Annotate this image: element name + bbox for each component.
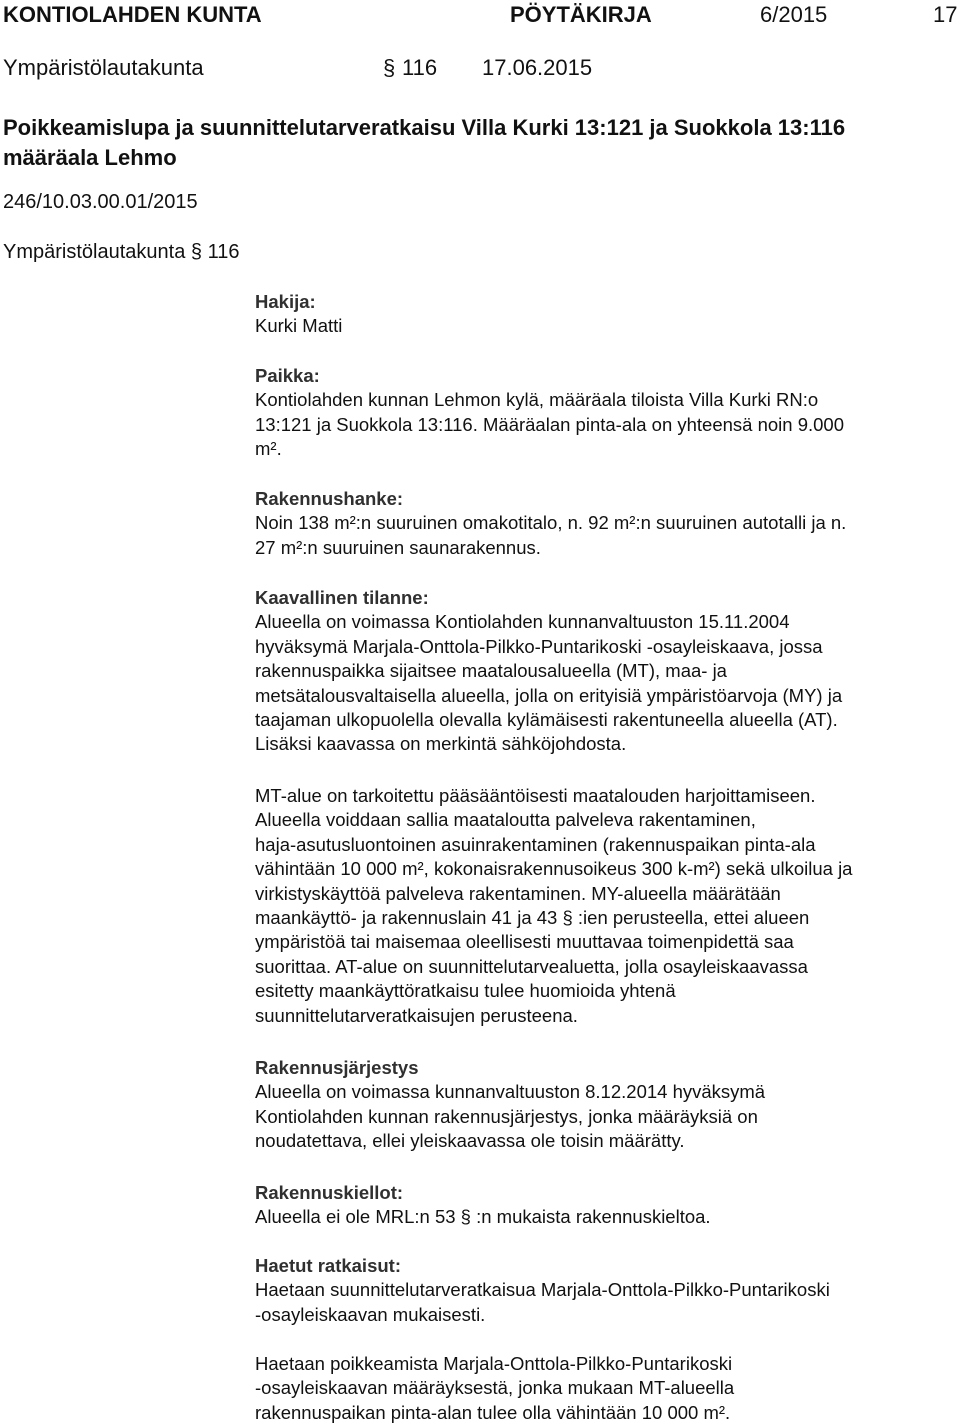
meeting-line	[3, 241, 239, 264]
section-number: 116	[402, 55, 438, 80]
exemption-line: Haetaan poikkeamista Marjala-Onttola-Pilkko-Puntarikoski	[255, 1353, 733, 1374]
applicant-name: Kurki Matti	[255, 315, 343, 337]
requested-section	[255, 1254, 955, 1327]
mt-area-line: suorittaa. AT-alue on suunnittelutarvealuetta, jolla osayleiskaavassa	[255, 955, 808, 977]
zoning-line: Alueella on voimassa Kontiolahden kunnanvaltuuston 15.11.2004	[255, 611, 790, 633]
mt-area-line: haja-asutusluontoinen asuinrakentaminen (rakennuspaikan pinta-ala	[255, 833, 816, 855]
mt-area-section	[255, 784, 955, 1028]
requested-label: Haetut ratkaisut:	[255, 1255, 401, 1276]
meeting-number: 116	[207, 241, 240, 263]
zoning-line: rakennuspaikka sijaitsee maatalousalueella (MT), maa- ja	[255, 660, 727, 682]
zoning-label: Kaavallinen tilanne:	[255, 587, 429, 608]
zoning-line: hyväksymä Marjala-Onttola-Pilkko-Puntarikoski -osayleiskaava, jossa	[255, 635, 823, 657]
zoning-section	[255, 586, 955, 757]
meeting-committee: Ympäristölautakunta	[3, 241, 186, 263]
project-section	[255, 487, 955, 560]
reference-number: 246/10.03.00.01/2015	[3, 191, 198, 213]
mt-area-line: esitetty maankäyttöratkaisu tulee huomioida yhtenä	[255, 980, 676, 1002]
building-order-label: Rakennusjärjestys	[255, 1057, 419, 1078]
mt-area-line: MT-alue on tarkoitettu pääsääntöisesti maatalouden harjoittamiseen.	[255, 785, 816, 806]
zoning-line: taajaman ulkopuolella olevalla kylämäisesti rakentuneella alueella (AT).	[255, 709, 838, 731]
meeting-section-sign-icon: §	[190, 241, 203, 263]
mt-area-line: suunnittelutarveratkaisujen perusteena.	[255, 1004, 578, 1026]
building-order-line: noudatettava, ellei yleiskaavassa ole toisin määrätty.	[255, 1130, 685, 1152]
zoning-line: metsätalousvaltaisella alueella, jolla on erityisiä ympäristöarvoja (MY) ja	[255, 684, 843, 706]
section-sign-icon: §	[383, 55, 396, 80]
building-order-line: Alueella on voimassa kunnanvaltuuston 8.12.2014 hyväksymä	[255, 1081, 766, 1103]
page-title	[3, 113, 953, 173]
exemption-line: rakennuspaikan pinta-alan tulee olla vähintään 10 000 m².	[255, 1401, 731, 1423]
location-line: m².	[255, 438, 282, 460]
page-number: 17	[933, 2, 958, 27]
location-line: Kontiolahden kunnan Lehmon kylä, määräala tiloista Villa Kurki RN:o	[255, 389, 819, 411]
project-line: 27 m²:n suuruinen saunarakennus.	[255, 536, 541, 558]
requested-line: Haetaan suunnittelutarveratkaisua Marjala-Onttola-Pilkko-Puntarikoski	[255, 1279, 830, 1301]
document-type: PÖYTÄKIRJA	[510, 2, 652, 27]
document-number: 6/2015	[760, 2, 828, 27]
exemption-line: -osayleiskaavan määräyksestä, jonka mukaan MT-alueella	[255, 1377, 735, 1399]
mt-area-line: maankäyttö- ja rakennuslain 41 ja 43 § :ien perusteella, ettei alueen	[255, 907, 810, 929]
building-order-line: Kontiolahden kunnan rakennusjärjestys, jonka määräyksiä on	[255, 1105, 758, 1127]
applicant-label: Hakija:	[255, 291, 316, 312]
building-ban-section	[255, 1181, 955, 1230]
building-order-section	[255, 1056, 955, 1154]
project-line: Noin 138 m²:n suuruinen omakotitalo, n. 92 m²:n suuruinen autotalli ja n.	[255, 512, 847, 534]
committee-name: Ympäristölautakunta	[3, 55, 204, 80]
location-line: 13:121 ja Suokkola 13:116. Määräalan pinta-ala on yhteensä noin 9.000	[255, 413, 845, 435]
exemption-section	[255, 1352, 955, 1425]
location-label: Paikka:	[255, 365, 320, 386]
mt-area-line: Alueella voiddaan sallia maataloutta palveleva rakentaminen,	[255, 809, 756, 831]
requested-line: -osayleiskaavan mukaisesti.	[255, 1303, 486, 1325]
organization-name: KONTIOLAHDEN KUNTA	[3, 2, 262, 27]
building-ban-label: Rakennuskiellot:	[255, 1182, 404, 1203]
title-line-1: Poikkeamislupa ja suunnittelutarveratkaisu Villa Kurki 13:121 ja Suokkola 13:116	[3, 115, 846, 140]
building-ban-line: Alueella ei ole MRL:n 53 § :n mukaista rakennuskieltoa.	[255, 1206, 711, 1228]
project-label: Rakennushanke:	[255, 488, 404, 509]
mt-area-line: vähintään 10 000 m², kokonaisrakennusoikeus 300 k-m²) sekä ulkoilua ja	[255, 858, 853, 880]
title-line-2: määräala Lehmo	[3, 145, 177, 170]
mt-area-line: virkistyskäyttöä palveleva rakentaminen. MY-alueella määrätään	[255, 882, 781, 904]
applicant-section	[255, 290, 955, 339]
mt-area-line: ympäristöä tai maisemaa oleellisesti muuttavaa toimenpidettä saa	[255, 931, 794, 953]
meeting-date: 17.06.2015	[482, 55, 593, 80]
zoning-line: Lisäksi kaavassa on merkintä sähköjohdosta.	[255, 733, 627, 755]
location-section	[255, 364, 955, 462]
